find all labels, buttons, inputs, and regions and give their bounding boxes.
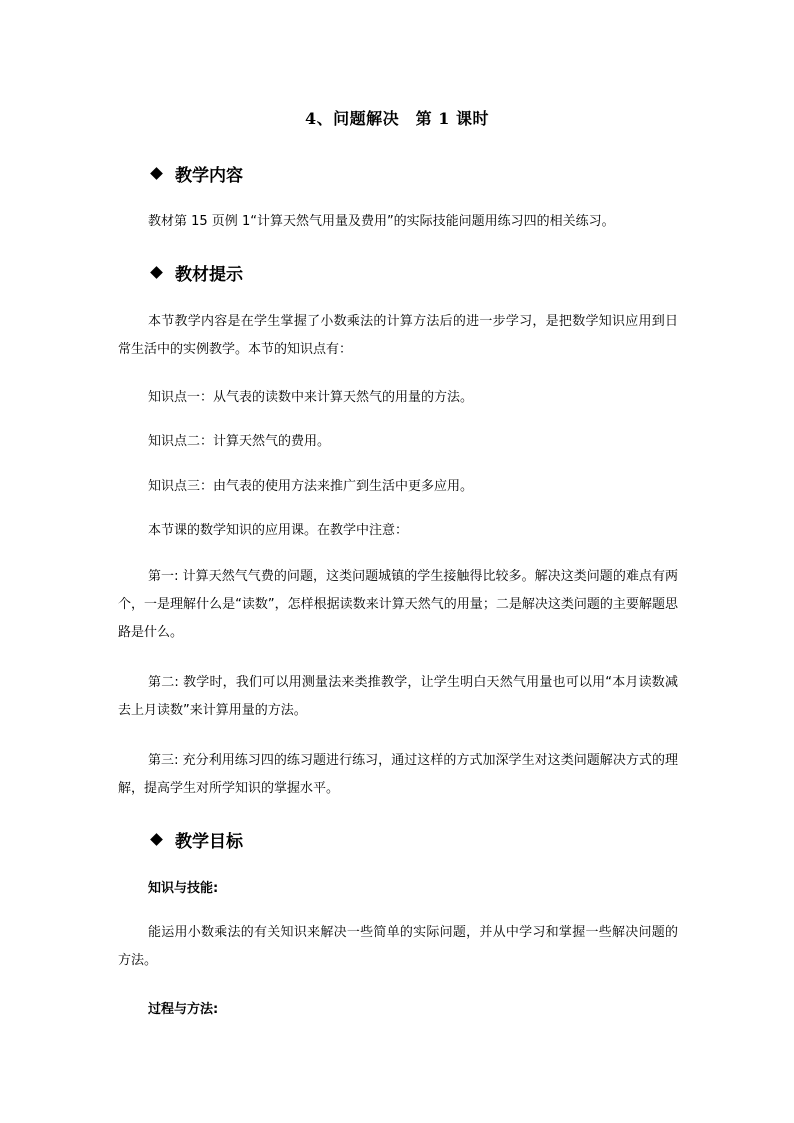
knowledge-point-1: 知识点一：从气表的读数中来计算天然气的用量的方法。 bbox=[148, 390, 474, 405]
section-heading-content bbox=[149, 161, 243, 186]
diamond-bullet-icon bbox=[150, 833, 163, 846]
content-text: 教材第 15 页例 1“计算天然气用量及费用”的实际技能问题用练习四的相关练习。 bbox=[148, 214, 615, 229]
section-heading-label: 教学目标 bbox=[175, 832, 243, 852]
process-methods-label: 过程与方法: bbox=[148, 1002, 219, 1017]
teaching-note: 本节课的数学知识的应用课。在教学中注意： bbox=[148, 523, 409, 538]
knowledge-point-3: 知识点三：由气表的使用方法来推广到生活中更多应用。 bbox=[148, 479, 474, 494]
section-heading-label: 教材提示 bbox=[175, 265, 243, 285]
knowledge-skills-label: 知识与技能: bbox=[148, 881, 219, 896]
point-third-paragraph: 第三: 充分利用练习四的练习题进行练习，通过这样的方式加深学生对这类问题解决方式的理解，提高学生对所学知识的掌握水平。 bbox=[118, 753, 678, 796]
section-heading-label: 教学内容 bbox=[175, 166, 243, 186]
knowledge-skills-paragraph: 能运用小数乘法的有关知识来解决一些简单的实际问题，并从中学习和掌握一些解决问题的方法。 bbox=[118, 925, 678, 968]
page-title: 4、问题解决 第 1 课时 bbox=[305, 109, 489, 128]
section-heading-hints bbox=[149, 260, 243, 285]
diamond-bullet-icon bbox=[150, 266, 163, 279]
point-second-paragraph: 第二: 教学时，我们可以用测量法来类推教学，让学生明白天然气用量也可以用“本月读数减去上月读数”来计算用量的方法。 bbox=[118, 675, 678, 718]
section-heading-goals bbox=[149, 827, 243, 852]
knowledge-point-2: 知识点二：计算天然气的费用。 bbox=[148, 434, 331, 449]
hints-intro-paragraph: 本节教学内容是在学生掌握了小数乘法的计算方法后的进一步学习，是把数学知识应用到日常生活中的实例教学。本节的知识点有： bbox=[118, 314, 678, 357]
point-first-paragraph: 第一: 计算天然气气费的问题，这类问题城镇的学生接触得比较多。解决这类问题的难点有两个，一是理解什么是“读数”，怎样根据读数来计算天然气的用量；二是解决这类问题的主要解题思路是什么。 bbox=[118, 569, 678, 640]
diamond-bullet-icon bbox=[150, 167, 163, 180]
